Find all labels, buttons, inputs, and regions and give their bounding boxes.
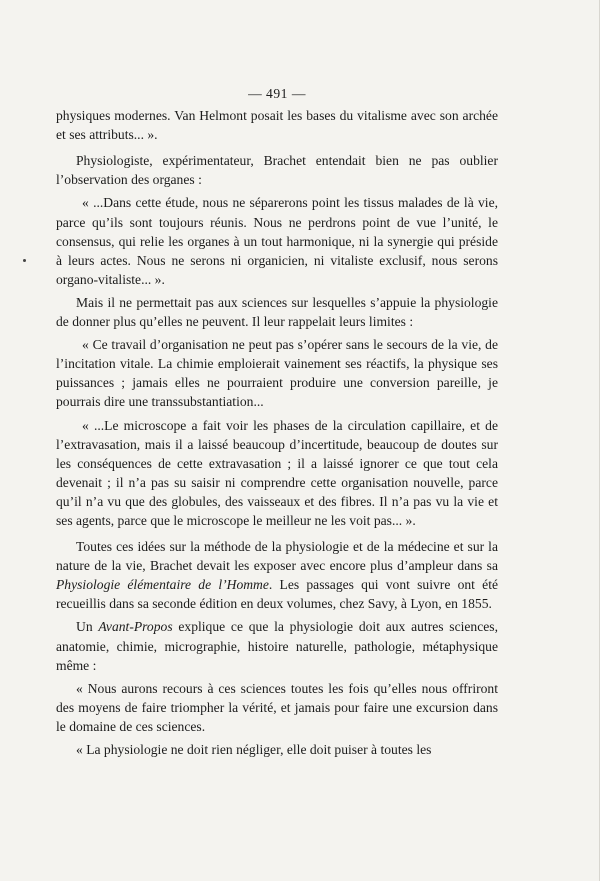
paragraph-4	[56, 537, 498, 613]
paragraph-5-text: Un	[76, 619, 99, 635]
quote-2: « Ce travail d’organisation ne peut pas s’opérer sans le secours de la vie, de l’incitation vitale. La chimie emploierait vainement ses réactifs, la physique ses puissances ; jamais elles ne pourraient produire une conversion pareille, je pourrais dire une transsubstantiation...	[56, 337, 498, 410]
page-number: — 491 —	[248, 86, 306, 101]
quote-5: « La physiologie ne doit rien négliger, elle doit puiser à toutes les	[76, 742, 432, 757]
paragraph-3: Mais il ne permettait pas aux sciences sur lesquelles s’appuie la physiologie de donner plus qu’elles ne peuvent. Il leur rappelait leurs limites :	[56, 294, 498, 330]
foreword-title: Avant-Propos	[98, 619, 173, 635]
paragraph-4-text: Toutes ces idées sur la méthode de la physiologie et de la médecine et sur la nature de la vie, Brachet devait les exposer avec encore plus d’ampleur dans sa	[56, 539, 498, 574]
quote-3: « ...Le microscope a fait voir les phases de la circulation capillaire, et de l’extravasation, mais il a laissé beaucoup d’incertitude, beaucoup de doutes sur les conséquences de cette extravasation ; il a laissé ignorer ce que tout cela devenait ; il n’a pas su saisir ni comprendre cette organisation nouvelle, parce qu’il n’a vu que des globules, des vaisseaux et des fibres. Il n’a pas vu la vie et ses agents, parce que le microscope le meilleur ne les voit pas... ».	[56, 417, 498, 528]
document-page	[56, 84, 498, 759]
paragraph-4-text-end: . Les passages qui vont suivre ont été recueillis dans sa seconde édition en deux volumes, chez Savy, à Lyon, en 1855.	[56, 577, 499, 612]
quote-1: « ...Dans cette étude, nous ne séparerons point les tissus malades de là vie, parce qu’ils sont toujours réunis. Nous ne perdrons point de vue l’unité, le consensus, qui relie les organes à un tout harmonique, ni la synergie qui préside à leurs actes. Nous ne serons ni organicien, ni vitaliste exclusif, nous serons organo-vitaliste... ».	[56, 195, 498, 287]
book-title: Physiologie élémentaire de l’Homme	[56, 577, 269, 593]
paragraph-2: Physiologiste, expérimentateur, Brachet entendait bien ne pas oublier l’observation des organes :	[56, 153, 498, 188]
paragraph-1: physiques modernes. Van Helmont posait les bases du vitalisme avec son archée et ses attributs... ».	[56, 108, 498, 143]
paragraph-5-text-end: explique ce que la physiologie doit aux autres sciences, anatomie, chimie, micrographie, histoire naturelle, pathologie, métaphysique même :	[56, 619, 498, 673]
quote-4: « Nous aurons recours à ces sciences toutes les fois qu’elles nous offriront des moyens de faire triompher la vérité, et jamais pour faire une excursion dans le domaine de ces sciences.	[56, 680, 498, 734]
paragraph-5	[56, 617, 498, 674]
margin-mark	[23, 259, 26, 262]
